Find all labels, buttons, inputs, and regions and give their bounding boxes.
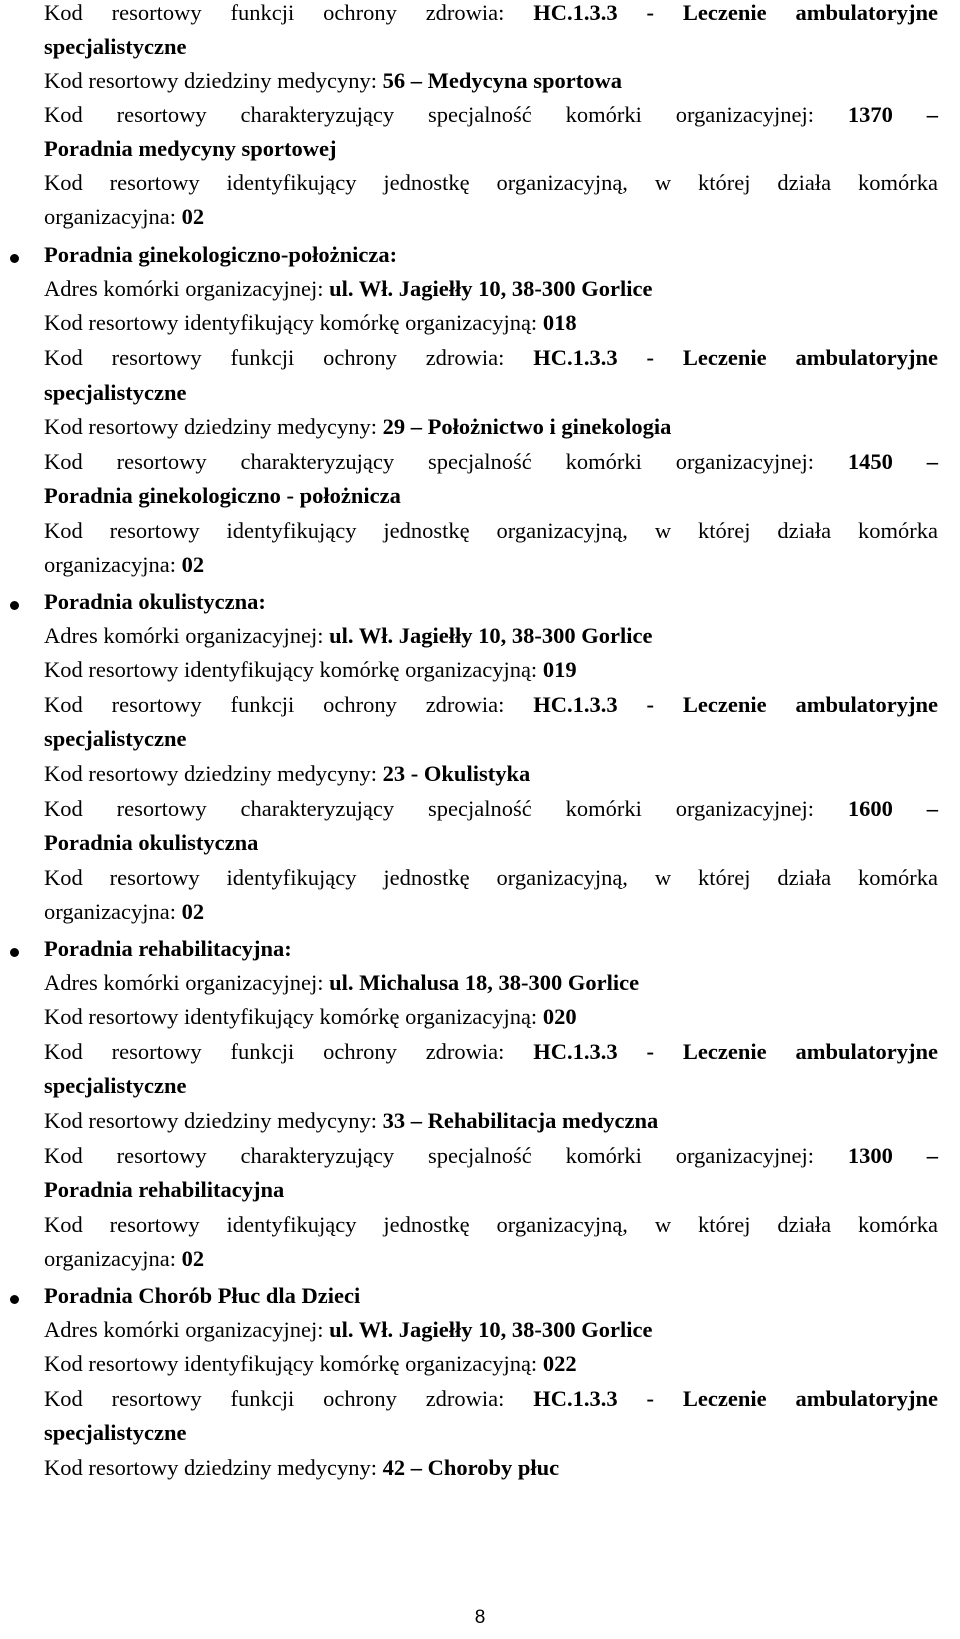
section-heading: Poradnia rehabilitacyjna: [44,936,292,962]
text-line: Adres komórki organizacyjnej: ul. Wł. Jagiełły 10, 38-300 Gorlice [44,623,653,648]
text-line: Kod resortowy funkcji ochrony zdrowia: HC.1.3.3 - Leczenie ambulatoryjne [44,1039,938,1064]
text-line: specjalistyczne [44,34,187,59]
page-number: 8 [474,1607,486,1628]
text-line: Kod resortowy funkcji ochrony zdrowia: HC.1.3.3 - Leczenie ambulatoryjne [44,345,938,370]
text-line: Kod resortowy identyfikujący jednostkę organizacyjną, w której działa komórka [44,518,938,543]
text-line: Kod resortowy dziedziny medycyny: 33 – Rehabilitacja medyczna [44,1108,659,1133]
section-heading: Poradnia Chorób Płuc dla Dzieci [44,1283,360,1309]
bullet-icon [10,1295,19,1304]
text-line: Kod resortowy charakteryzujący specjalność komórki organizacyjnej: 1600 – [44,796,939,821]
text-line: Kod resortowy identyfikujący jednostkę organizacyjną, w której działa komórka [44,865,938,890]
text-line: Kod resortowy charakteryzujący specjalność komórki organizacyjnej: 1450 – [44,449,939,474]
text-line: Poradnia okulistyczna [44,830,259,855]
text-line: specjalistyczne [44,1420,187,1445]
text-line: specjalistyczne [44,726,187,751]
text-line: Poradnia rehabilitacyjna [44,1177,285,1202]
text-line: Kod resortowy identyfikujący jednostkę organizacyjną, w której działa komórka [44,170,938,195]
text-line: Kod resortowy funkcji ochrony zdrowia: HC.1.3.3 - Leczenie ambulatoryjne [44,1386,938,1411]
text-line: Kod resortowy funkcji ochrony zdrowia: HC.1.3.3 - Leczenie ambulatoryjne [44,0,938,25]
text-line: Kod resortowy funkcji ochrony zdrowia: HC.1.3.3 - Leczenie ambulatoryjne [44,692,938,717]
text-line: Adres komórki organizacyjnej: ul. Wł. Jagiełły 10, 38-300 Gorlice [44,276,653,301]
text-line: specjalistyczne [44,1073,187,1098]
bullet-icon [10,948,19,957]
text-line: Kod resortowy identyfikujący komórkę organizacyjną: 019 [44,657,577,682]
text-line: Poradnia medycyny sportowej [44,136,337,161]
text-line: Kod resortowy identyfikujący jednostkę organizacyjną, w której działa komórka [44,1212,938,1237]
text-line: Kod resortowy charakteryzujący specjalność komórki organizacyjnej: 1370 – [44,102,939,127]
bullet-icon [10,254,19,263]
text-line: organizacyjna: 02 [44,899,205,924]
text-line: Poradnia ginekologiczno - położnicza [44,483,401,508]
text-line: Kod resortowy dziedziny medycyny: 23 - Okulistyka [44,761,531,786]
text-line: Adres komórki organizacyjnej: ul. Michalusa 18, 38-300 Gorlice [44,970,640,995]
text-line: organizacyjna: 02 [44,204,205,229]
text-line: Kod resortowy charakteryzujący specjalność komórki organizacyjnej: 1300 – [44,1143,939,1168]
text-line: specjalistyczne [44,380,187,405]
text-line: Adres komórki organizacyjnej: ul. Wł. Jagiełły 10, 38-300 Gorlice [44,1317,653,1342]
text-line: Kod resortowy dziedziny medycyny: 56 – Medycyna sportowa [44,68,623,93]
text-line: Kod resortowy dziedziny medycyny: 29 – Położnictwo i ginekologia [44,414,672,439]
text-line: Kod resortowy identyfikujący komórkę organizacyjną: 022 [44,1351,577,1376]
section-heading: Poradnia ginekologiczno-położnicza: [44,242,397,268]
section-heading: Poradnia okulistyczna: [44,589,266,615]
text-line: Kod resortowy identyfikujący komórkę organizacyjną: 020 [44,1004,577,1029]
bullet-icon [10,601,19,610]
text-line: Kod resortowy dziedziny medycyny: 42 – Choroby płuc [44,1455,560,1480]
text-line: organizacyjna: 02 [44,552,205,577]
text-line: Kod resortowy identyfikujący komórkę organizacyjną: 018 [44,310,577,335]
text-line: organizacyjna: 02 [44,1246,205,1271]
